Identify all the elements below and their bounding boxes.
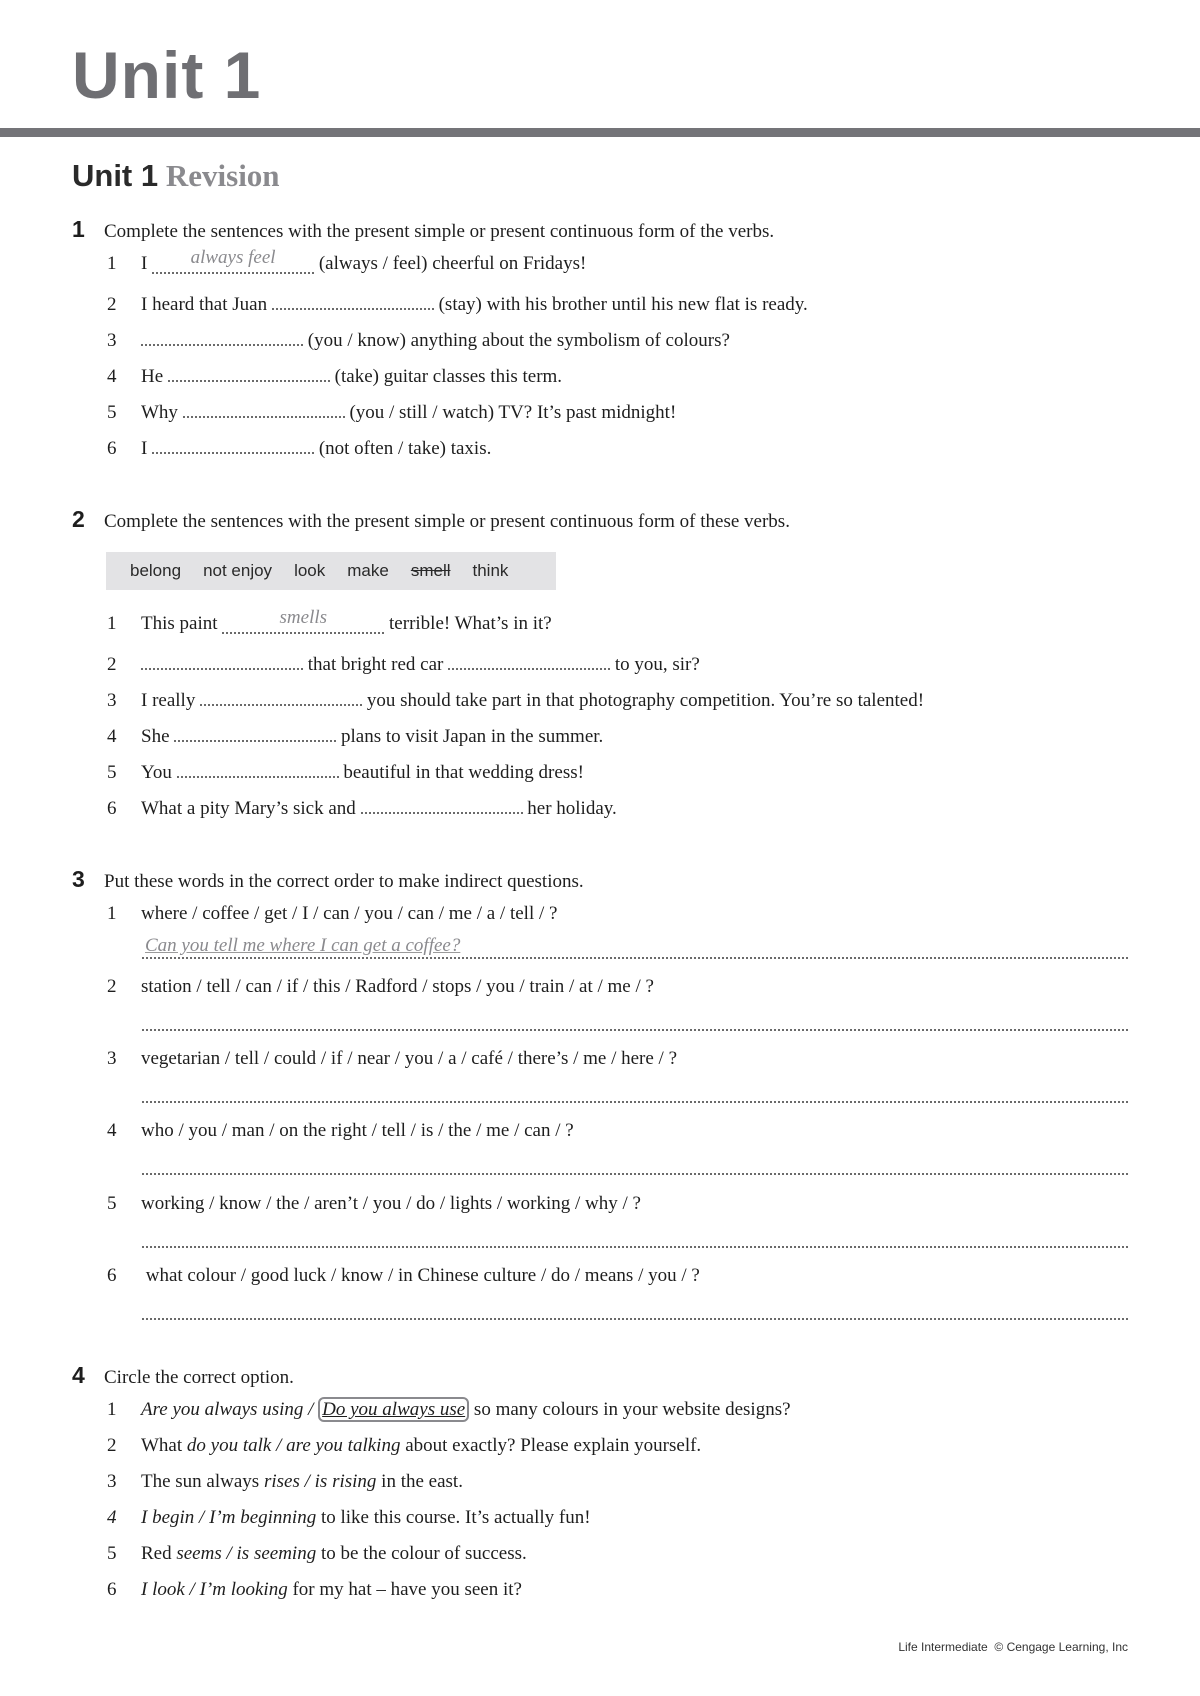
- option-2-circled[interactable]: Do you always use: [318, 1397, 469, 1422]
- ex1-item: [107, 290, 808, 314]
- jumbled-words: station / tell / can / if / this / Radford / stops / you / train / at / me / ?: [141, 976, 654, 997]
- item-text: (not often / take) taxis.: [318, 438, 492, 459]
- item-text: (you / still / watch) TV? It’s past midnight!: [349, 402, 677, 423]
- option-1[interactable]: I look: [141, 1579, 185, 1600]
- item-text: to be the colour of success.: [316, 1543, 527, 1564]
- ex3-item: [107, 1049, 677, 1068]
- item-number: 2: [107, 1435, 117, 1456]
- ex2-item: [107, 607, 552, 634]
- item-text: that bright red car: [307, 654, 444, 675]
- page-title: [72, 160, 280, 191]
- ex4-item: [107, 1580, 522, 1599]
- exercise-number: 2: [72, 506, 85, 532]
- word-box-item-used: smell: [410, 561, 451, 580]
- answer-blank[interactable]: [222, 607, 384, 634]
- exercise-instruction: Complete the sentences with the present simple or present continuous form of the verbs.: [104, 221, 775, 242]
- item-text: What a pity Mary’s sick and: [141, 798, 356, 819]
- item-number: 6: [107, 1265, 117, 1286]
- item-number: 4: [107, 1507, 117, 1528]
- item-text: to you, sir?: [614, 654, 700, 675]
- filled-answer: smells: [279, 607, 328, 628]
- exercise-number: 4: [72, 1362, 85, 1388]
- jumbled-words: vegetarian / tell / could / if / near / you / a / café / there’s / me / here / ?: [141, 1048, 678, 1069]
- word-box-item: belong: [130, 561, 182, 580]
- answer-blank[interactable]: [141, 650, 303, 670]
- exercise-1-title: [72, 218, 774, 241]
- item-text: in the east.: [376, 1471, 463, 1492]
- item-text: I: [141, 438, 148, 459]
- ex1-item: [107, 398, 676, 422]
- answer-line[interactable]: [142, 1172, 1128, 1175]
- item-number: 3: [107, 690, 117, 711]
- answer-line[interactable]: [142, 1100, 1128, 1103]
- item-text: so many colours in your website designs?: [469, 1399, 791, 1420]
- exercise-number: 3: [72, 866, 85, 892]
- ex4-item: [107, 1472, 463, 1491]
- unit-heading: Unit 1: [72, 38, 262, 112]
- item-number: 4: [107, 1120, 117, 1141]
- ex3-item: [107, 1121, 574, 1140]
- item-text: This paint: [141, 613, 218, 634]
- exercise-4-title: [72, 1364, 294, 1387]
- item-text: you should take part in that photography competition. You’re so talented!: [366, 690, 925, 711]
- item-text: (take) guitar classes this term.: [334, 366, 563, 387]
- item-number: 6: [107, 1579, 117, 1600]
- item-text: (you / know) anything about the symbolism of colours?: [307, 330, 730, 351]
- page-footer: Life Intermediate © Cengage Learning, Inc: [898, 1640, 1128, 1654]
- ex1-item: [107, 434, 491, 458]
- answer-blank[interactable]: [152, 434, 314, 454]
- item-text: What: [141, 1435, 187, 1456]
- option-separator: /: [271, 1435, 287, 1456]
- word-box: [106, 552, 556, 590]
- item-text: plans to visit Japan in the summer.: [341, 726, 604, 747]
- item-number: 1: [107, 903, 117, 924]
- option-separator: /: [221, 1543, 237, 1564]
- answer-blank[interactable]: [272, 290, 434, 310]
- item-number: 1: [107, 613, 117, 634]
- word-box-item: look: [294, 561, 326, 580]
- ex1-item: [107, 326, 730, 350]
- answer-blank[interactable]: [152, 247, 314, 274]
- item-text: The sun always: [141, 1471, 264, 1492]
- option-2[interactable]: is rising: [314, 1471, 377, 1492]
- word-box-item: think: [472, 561, 509, 580]
- item-number: 1: [107, 1399, 117, 1420]
- jumbled-words: working / know / the / aren’t / you / do / lights / working / why / ?: [141, 1193, 641, 1214]
- word-box-item: not enjoy: [203, 561, 273, 580]
- item-number: 4: [107, 726, 117, 747]
- ex2-item: [107, 794, 617, 818]
- ex4-item: [107, 1436, 701, 1455]
- option-1[interactable]: I begin: [141, 1507, 195, 1528]
- item-text: He: [141, 366, 164, 387]
- item-text: for my hat – have you seen it?: [287, 1579, 522, 1600]
- ex2-item: [107, 686, 924, 710]
- jumbled-words: what colour / good luck / know / in Chinese culture / do / means / you / ?: [141, 1265, 700, 1286]
- answer-line[interactable]: [142, 956, 1128, 959]
- jumbled-words: who / you / man / on the right / tell / is / the / me / can / ?: [141, 1120, 574, 1141]
- exercise-instruction: Circle the correct option.: [104, 1367, 294, 1388]
- answer-line[interactable]: [142, 1317, 1128, 1320]
- item-number: 2: [107, 294, 117, 315]
- item-number: 3: [107, 1048, 117, 1069]
- ex1-item: [107, 362, 562, 386]
- item-number: 2: [107, 654, 117, 675]
- item-text: (always / feel) cheerful on Fridays!: [318, 253, 587, 274]
- option-1[interactable]: Are you always using: [141, 1399, 304, 1420]
- option-separator: /: [299, 1471, 315, 1492]
- item-number: 1: [107, 253, 117, 274]
- ex2-item: [107, 722, 603, 746]
- item-number: 5: [107, 1193, 117, 1214]
- item-text: Red: [141, 1543, 177, 1564]
- answer-blank[interactable]: [177, 758, 339, 778]
- option-separator: /: [303, 1399, 319, 1420]
- word-box-item: make: [347, 561, 389, 580]
- item-text: She: [141, 726, 170, 747]
- item-text: terrible! What’s in it?: [389, 613, 552, 634]
- answer-blank[interactable]: [183, 398, 345, 418]
- page-title-section: Revision: [165, 158, 280, 193]
- answer-blank[interactable]: [174, 722, 336, 742]
- exercise-instruction: Put these words in the correct order to make indirect questions.: [104, 871, 584, 892]
- answer-blank[interactable]: [200, 686, 362, 706]
- ex2-item: [107, 758, 584, 782]
- jumbled-words: where / coffee / get / I / can / you / can / me / a / tell / ?: [141, 903, 558, 924]
- item-number: 3: [107, 330, 117, 351]
- item-text: (stay) with his brother until his new flat is ready.: [438, 294, 808, 315]
- filled-answer: always feel: [190, 247, 276, 268]
- option-1[interactable]: rises: [263, 1471, 300, 1492]
- answer-blank[interactable]: [361, 794, 523, 814]
- item-number: 6: [107, 438, 117, 459]
- answer-blank[interactable]: [448, 650, 610, 670]
- item-text: I heard that Juan: [141, 294, 268, 315]
- option-2[interactable]: I’m looking: [199, 1579, 288, 1600]
- answer-line[interactable]: [142, 1028, 1128, 1031]
- page-title-unit: Unit 1: [72, 158, 159, 193]
- item-text: I: [141, 253, 148, 274]
- item-number: 4: [107, 366, 117, 387]
- item-number: 5: [107, 762, 117, 783]
- answer-blank[interactable]: [141, 326, 303, 346]
- exercise-number: 1: [72, 216, 85, 242]
- item-number: 5: [107, 402, 117, 423]
- item-number: 5: [107, 1543, 117, 1564]
- item-number: 3: [107, 1471, 117, 1492]
- option-2[interactable]: I’m beginning: [209, 1507, 317, 1528]
- item-text: to like this course. It’s actually fun!: [316, 1507, 591, 1528]
- item-number: 6: [107, 798, 117, 819]
- ex4-item: [107, 1508, 591, 1527]
- filled-answer: Can you tell me where I can get a coffee?: [145, 935, 461, 956]
- ex3-item: [107, 977, 654, 996]
- item-text: her holiday.: [527, 798, 617, 819]
- item-text: about exactly? Please explain yourself.: [400, 1435, 702, 1456]
- option-separator: /: [194, 1507, 210, 1528]
- ex4-item: [107, 1544, 527, 1563]
- exercise-2-title: [72, 508, 790, 531]
- ex3-item: [107, 904, 557, 923]
- answer-blank[interactable]: [168, 362, 330, 382]
- item-text: I really: [141, 690, 196, 711]
- item-text: You: [141, 762, 172, 783]
- option-2[interactable]: is seeming: [236, 1543, 317, 1564]
- item-text: Why: [141, 402, 178, 423]
- option-1[interactable]: seems: [176, 1543, 222, 1564]
- ex3-item: [107, 1194, 641, 1213]
- ex4-item: [107, 1400, 791, 1419]
- option-1[interactable]: do you talk: [186, 1435, 272, 1456]
- ex2-item: [107, 650, 700, 674]
- ex3-item: [107, 1266, 700, 1285]
- item-number: 2: [107, 976, 117, 997]
- header-rule: [0, 128, 1200, 137]
- item-text: beautiful in that wedding dress!: [343, 762, 584, 783]
- ex1-item: [107, 247, 587, 274]
- answer-line[interactable]: [142, 1245, 1128, 1248]
- option-2[interactable]: are you talking: [286, 1435, 401, 1456]
- exercise-3-title: [72, 868, 584, 891]
- option-separator: /: [184, 1579, 200, 1600]
- exercise-instruction: Complete the sentences with the present simple or present continuous form of these verbs.: [104, 511, 790, 532]
